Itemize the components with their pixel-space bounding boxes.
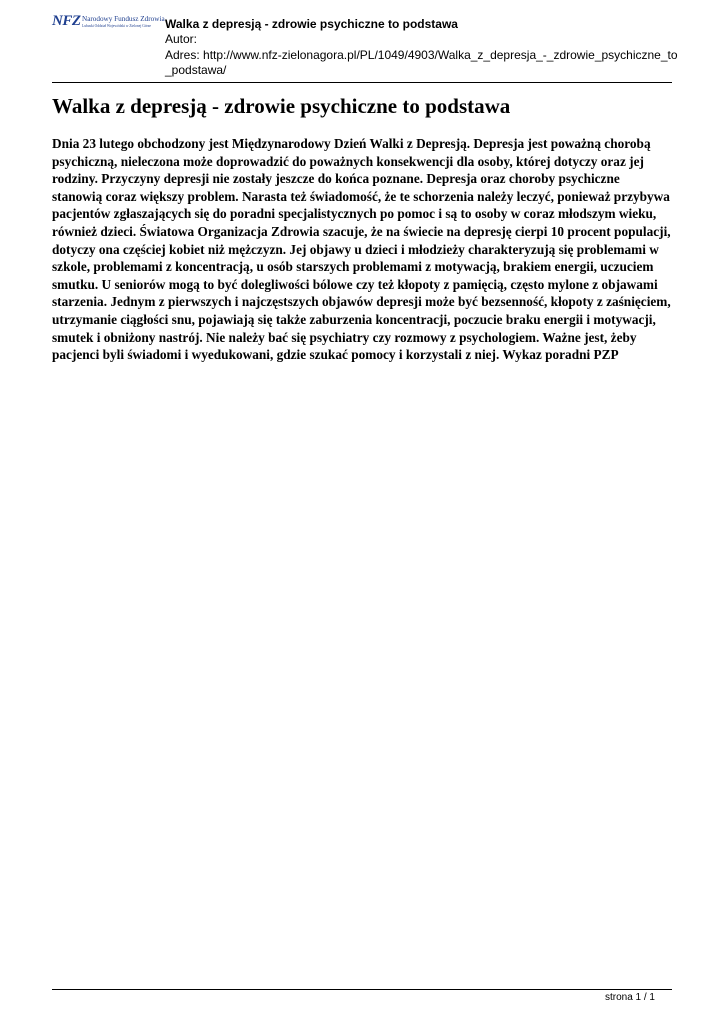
document-title: Walka z depresją - zdrowie psychiczne to podstawa <box>52 94 511 118</box>
address-url: http://www.nfz-zielonagora.pl/PL/1049/4903/Walka_z_depresja_-_zdrowie_psychiczne_to_podstawa/ <box>165 47 678 77</box>
address-label: Adres: <box>165 47 200 62</box>
page-number: strona 1 / 1 <box>604 992 655 1003</box>
nfz-logo-subtitle: Lubuski Oddział Wojewódzki w Zielonej Górze <box>82 23 152 28</box>
nfz-logo <box>52 13 165 35</box>
footer-divider <box>52 989 672 990</box>
header-address <box>165 48 680 79</box>
nfz-logo-mark: NFZ <box>52 13 81 29</box>
header-title: Walka z depresją - zdrowie psychiczne to podstawa <box>165 17 458 31</box>
nfz-logo-name: Narodowy Fundusz Zdrowia <box>82 15 165 23</box>
header-divider <box>52 82 672 83</box>
article-body: Dnia 23 lutego obchodzony jest Międzynarodowy Dzień Walki z Depresją. Depresja jest poważną chorobą psychiczną, nieleczona może doprowadzić do poważnych konsekwencji dla osoby, której dotyczy oraz jej rodziny. Przyczyny depresji nie zostały jeszcze do końca poznane. Depresja oraz choroby psychiczne stanowią coraz większy problem. Narasta też świadomość, że te schorzenia należy leczyć, ponieważ przybywa pacjentów zgłaszających się do poradni specjalistycznych po pomoc i są to osoby w coraz młodszym wieku, również dzieci. Światowa Organizacja Zdrowia szacuje, że na świecie na depresję cierpi 10 procent populacji, dotyczy ona częściej kobiet niż mężczyzn. Jej objawy u dzieci i młodzieży charakteryzują się problemami w szkole, problemami z koncentracją, u osób starszych problemami z motywacją, brakiem energii, uczuciem smutku. U seniorów mogą to być dolegliwości bólowe czy też kłopoty z pamięcią, często mylone z objawami starzenia. Jednym z pierwszych i najczęstszych objawów depresji może być bezsenność, kłopoty z zaśnięciem, utrzymanie ciągłości snu, pojawiają się także zaburzenia koncentracji, poczucie braku energii i motywacji, smutek i obniżony nastrój. Nie należy bać się psychiatry czy rozmowy z psychologiem. Ważne jest, żeby pacjenci byli świadomi i wyedukowani, gdzie szukać pomocy i korzystali z niej. Wykaz poradni PZP <box>52 136 671 363</box>
page-header-info <box>165 17 680 78</box>
header-author <box>165 32 680 47</box>
author-label: Autor: <box>165 32 198 47</box>
